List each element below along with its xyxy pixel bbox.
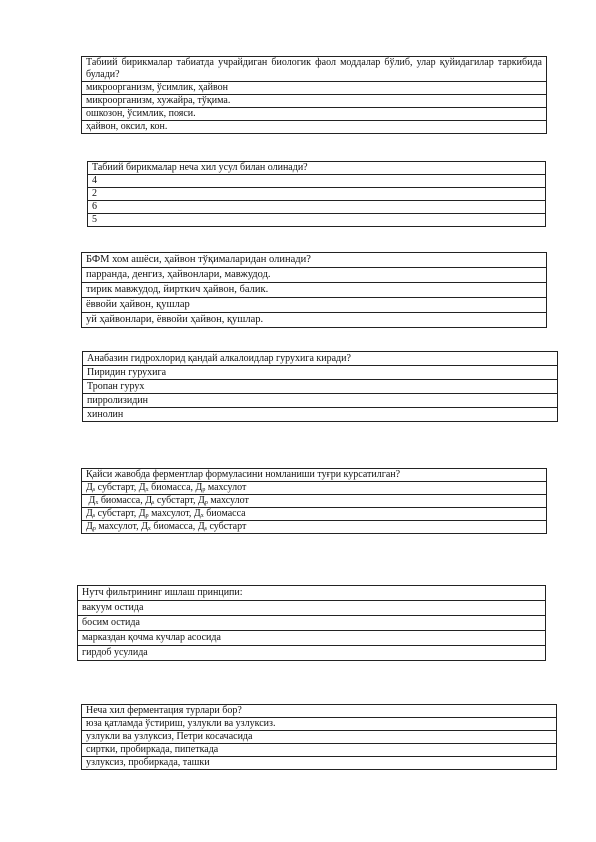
answer-option: микроорганизм, ўсимлик, ҳайвон <box>82 82 547 95</box>
question-block-3 <box>81 252 547 328</box>
answer-option: $Д_x$ биомасса, $Д_s$ субстарт, $Д_p$ махсулот <box>82 495 547 508</box>
answer-option: 4 <box>88 175 546 188</box>
answer-option: микроорганизм, хужайра, тўқима. <box>82 95 547 108</box>
answer-option: вакуум остида <box>78 601 546 616</box>
question-text: Неча хил ферментация турлари бор? <box>82 705 557 718</box>
answer-option: ошкозон, ўсимлик, пояси. <box>82 108 547 121</box>
answer-option: пирролизидин <box>83 394 558 408</box>
answer-option: 5 <box>88 214 546 227</box>
answer-option: Пиридин гурухига <box>83 366 558 380</box>
question-block-1 <box>81 56 547 134</box>
answer-option: ёввойи ҳайвон, қушлар <box>82 298 547 313</box>
answer-option: марказдан қочма кучлар асосида <box>78 631 546 646</box>
answer-option: $Д_s$ субстарт, $Д_p$ махсулот, $Д_x$ биомасса <box>82 508 547 521</box>
answer-option: $Д_s$ субстарт, $Д_x$ биомасса, $Д_p$ махсулот <box>82 482 547 495</box>
answer-option: Тропан гурух <box>83 380 558 394</box>
question-block-4 <box>82 351 558 422</box>
answer-option: 6 <box>88 201 546 214</box>
answer-option: уй ҳайвонлари, ёввойи ҳайвон, қушлар. <box>82 313 547 328</box>
answer-option: узлукли ва узлуксиз, Петри косачасида <box>82 731 557 744</box>
question-block-2 <box>87 161 546 227</box>
answer-option: хинолин <box>83 408 558 422</box>
answer-option: ҳайвон, оксил, кон. <box>82 121 547 134</box>
answer-option: парранда, денгиз, ҳайвонлари, мавжудод. <box>82 268 547 283</box>
question-block-6 <box>77 585 546 661</box>
question-text: Анабазин гидрохлорид қандай алкалоидлар гурухига киради? <box>83 352 558 366</box>
answer-option: узлуксиз, пробиркада, ташки <box>82 757 557 770</box>
answer-option: гирдоб усулида <box>78 646 546 661</box>
answer-option: тирик мавжудод, йирткич ҳайвон, балик. <box>82 283 547 298</box>
answer-option: 2 <box>88 188 546 201</box>
question-block-7 <box>81 704 557 770</box>
question-text: Табиий бирикмалар табиатда учрайдиган биологик фаол моддалар бўлиб, улар қуйидагилар таркибида булади? <box>82 57 547 82</box>
answer-option: юза қатламда ўстириш, узлукли ва узлуксиз. <box>82 718 557 731</box>
answer-option: $Д_p$ махсулот, $Д_x$ биомасса, $Д_s$ субстарт <box>82 521 547 534</box>
question-text: Нутч фильтрининг ишлаш принципи: <box>78 586 546 601</box>
answer-option: босим остида <box>78 616 546 631</box>
answer-option: сиртки, пробиркада, пипеткада <box>82 744 557 757</box>
question-block-5 <box>81 468 547 534</box>
question-text: Табиий бирикмалар неча хил усул билан олинади? <box>88 162 546 175</box>
question-text: Қайси жавобда ферментлар формуласини номланиши туғри курсатилган? <box>82 469 547 482</box>
question-text: БФМ хом ашёси, ҳайвон тўқималаридан олинади? <box>82 253 547 268</box>
